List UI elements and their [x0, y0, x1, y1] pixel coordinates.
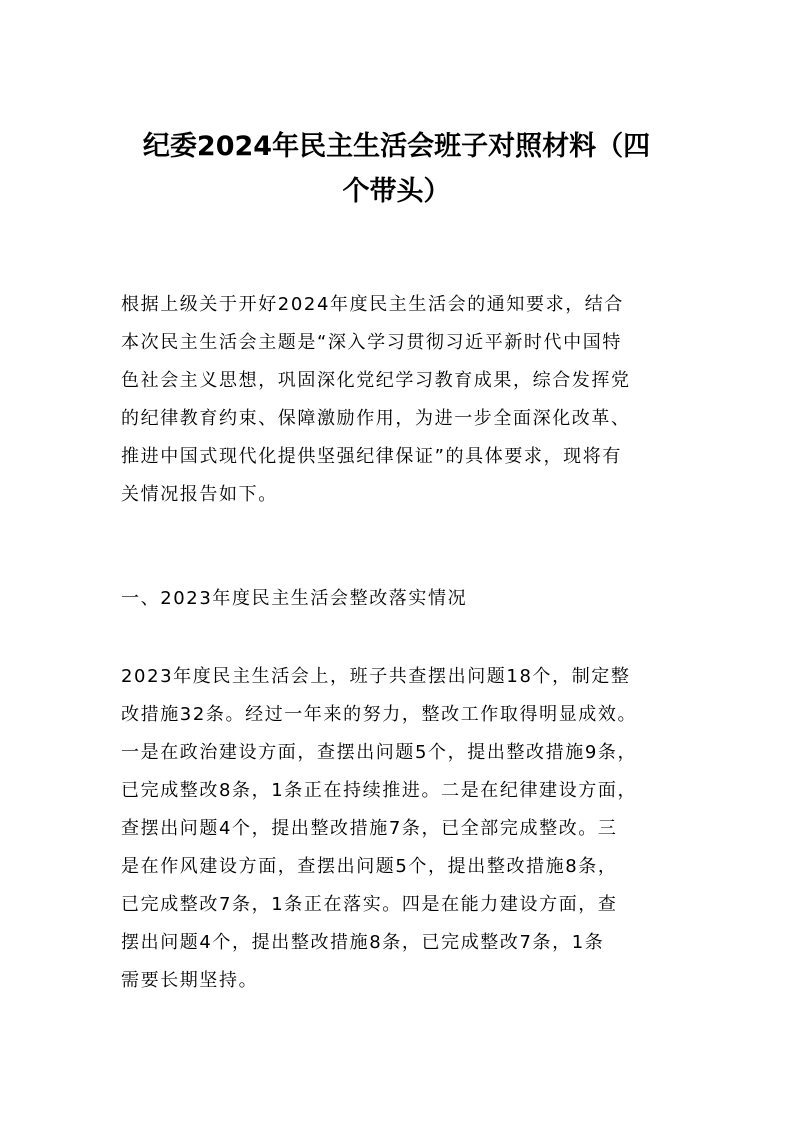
paragraph-line: 色社会主义思想，巩固深化党纪学习教育成果，综合发挥党 — [121, 370, 631, 391]
paragraph-line: 推进中国式现代化提供坚强纪律保证”的具体要求，现将有 — [121, 446, 622, 467]
paragraph-line: 2023年度民主生活会上，班子共查摆出问题18个，制定整 — [121, 666, 631, 687]
paragraph-line: 的纪律教育约束、保障激励作用，为进一步全面深化改革、 — [121, 408, 631, 429]
paragraph-line: 摆出问题4个，提出整改措施8条，已完成整改7条，1条 — [121, 932, 605, 953]
paragraph-line: 查摆出问题4个，提出整改措施7条，已全部完成整改。三 — [121, 818, 618, 839]
intro-paragraph — [121, 286, 674, 514]
paragraph-line: 改措施32条。经过一年来的努力，整改工作取得明显成效。 — [121, 704, 638, 725]
document-title — [110, 124, 683, 214]
paragraph-line: 是在作风建设方面，查摆出问题5个，提出整改措施8条， — [121, 856, 618, 877]
section-heading-text: 一、2023年度民主生活会整改落实情况 — [121, 588, 468, 609]
section-paragraph — [121, 658, 674, 1000]
title-line: 个带头） — [342, 176, 451, 207]
paragraph-line: 一是在政治建设方面，查摆出问题5个，提出整改措施9条， — [121, 742, 638, 763]
section-heading — [121, 580, 674, 618]
paragraph-line: 需要长期坚持。 — [121, 970, 259, 991]
paragraph-line: 已完成整改8条，1条正在持续推进。二是在纪律建设方面， — [121, 780, 638, 801]
title-line: 纪委2024年民主生活会班子对照材料（四 — [142, 131, 651, 162]
paragraph-line: 关情况报告如下。 — [121, 484, 278, 505]
paragraph-line: 已完成整改7条，1条正在落实。四是在能力建设方面，查 — [121, 894, 618, 915]
paragraph-line: 本次民主生活会主题是“深入学习贯彻习近平新时代中国特 — [121, 332, 622, 353]
paragraph-line: 根据上级关于开好2024年度民主生活会的通知要求，结合 — [121, 294, 625, 315]
